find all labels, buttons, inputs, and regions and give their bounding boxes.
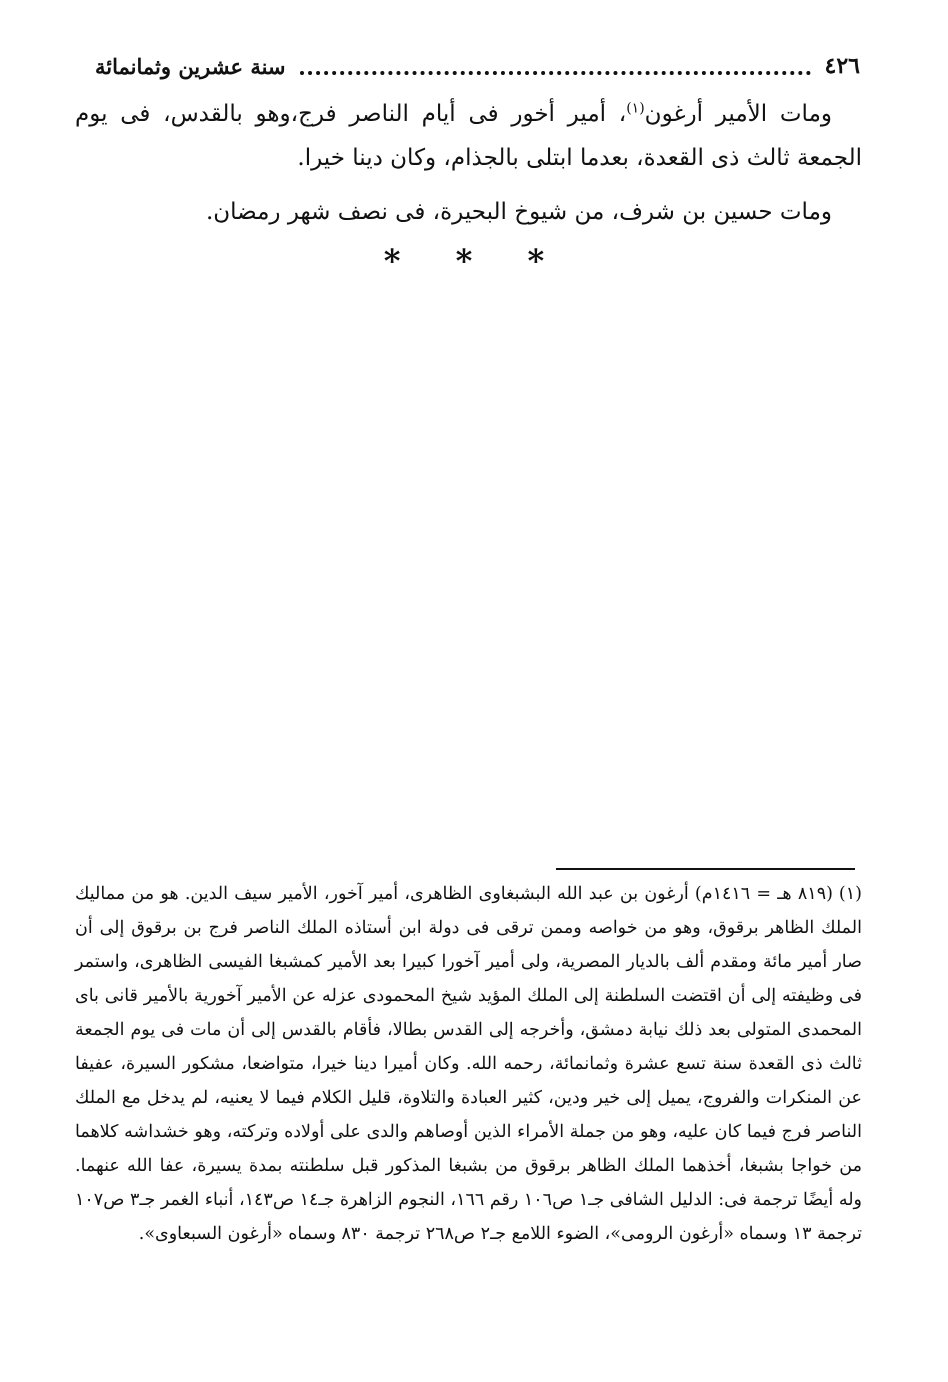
- paragraph-argun: [75, 92, 862, 180]
- paragraph-argun-rest: ، أمير أخور فى أيام الناصر فرج،وهو بالقدس، فى يوم الجمعة ثالث ذى القعدة، بعدما ابتلى بالجذام، وكان دينا خيرا.: [75, 101, 862, 171]
- running-head-title: سنة عشرين وثمانمائة: [95, 53, 286, 79]
- footnote-rule: [556, 868, 855, 870]
- page-number: ٤٢٦: [824, 53, 860, 79]
- paragraph-husayn: ومات حسين بن شرف، من شيوخ البحيرة، فى نصف شهر رمضان.: [205, 199, 832, 225]
- section-separator-stars: * * *: [383, 242, 567, 280]
- footnote: [75, 877, 862, 1251]
- leader-dots: [300, 67, 811, 75]
- footnote-reference[interactable]: (١): [626, 100, 645, 117]
- main-text: [75, 92, 862, 234]
- footnote-marker: (١): [838, 884, 862, 904]
- paragraph-argun-start: ومات الأمير أرغون: [644, 101, 832, 127]
- footnote-text: (٨١٩ هـ = ١٤١٦م) أرغون بن عبد الله البشبغاوى الظاهرى، أمير آخور، الأمير سيف الدين. هو من مماليك الملك الظاهر برقوق، وهو من خواصه وممن ترقى فى دولة ابن أستاذه الملك الناصر فرج بن برقوق إلى أن صار أمير مائة ومقدم ألف بالديار المصرية، ولى أمير آخورا كبيرا بعد الأمير كمشبغا الفيسى الظاهرى، واستمر فى وظيفته إلى أن اقتضت السلطنة إلى الملك المؤيد شيخ المحمودى عزله عن الأمير آخورية بالأمير قانى باى المحمدى المتولى بعد ذلك نيابة دمشق، وأخرجه إلى القدس بطالا، فأقام بالقدس إلى أن مات فى يوم الجمعة ثالث ذى القعدة سنة تسع عشرة وثمانمائة، رحمه الله. وكان أميرا دينا خيرا، متواضعا، مشكور السيرة، عفيفا عن المنكرات والفروج، يميل إلى خير ودين، كثير العبادة والتلاوة، قليل الكلام فيما لا يعنيه، لم يدخل مع الملك الناصر فرج فيما كان عليه، وهو من جملة الأمراء الذين أوصاهم والدى على أولاده وتركته، وهو خشداشه كلاهما من خواجا بشبغا، أخذهما الملك الظاهر برقوق من بشبغا المذكور قبل سلطنته بمدة يسيرة، عفا الله عنهما. وله أيضًا ترجمة فى: الدليل الشافى جـ١ ص١٠٦ رقم ١٦٦، النجوم الزاهرة جـ١٤ ص١٤٣، أنباء الغمر جـ٣ ص١٠٧ ترجمة ١٣ وسماه «أرغون الرومى»، الضوء اللامع جـ٢ ص٢٦٨ ترجمة ٨٣٠ وسماه «أرغون السبعاوى».: [75, 884, 862, 1244]
- running-head: [95, 46, 860, 86]
